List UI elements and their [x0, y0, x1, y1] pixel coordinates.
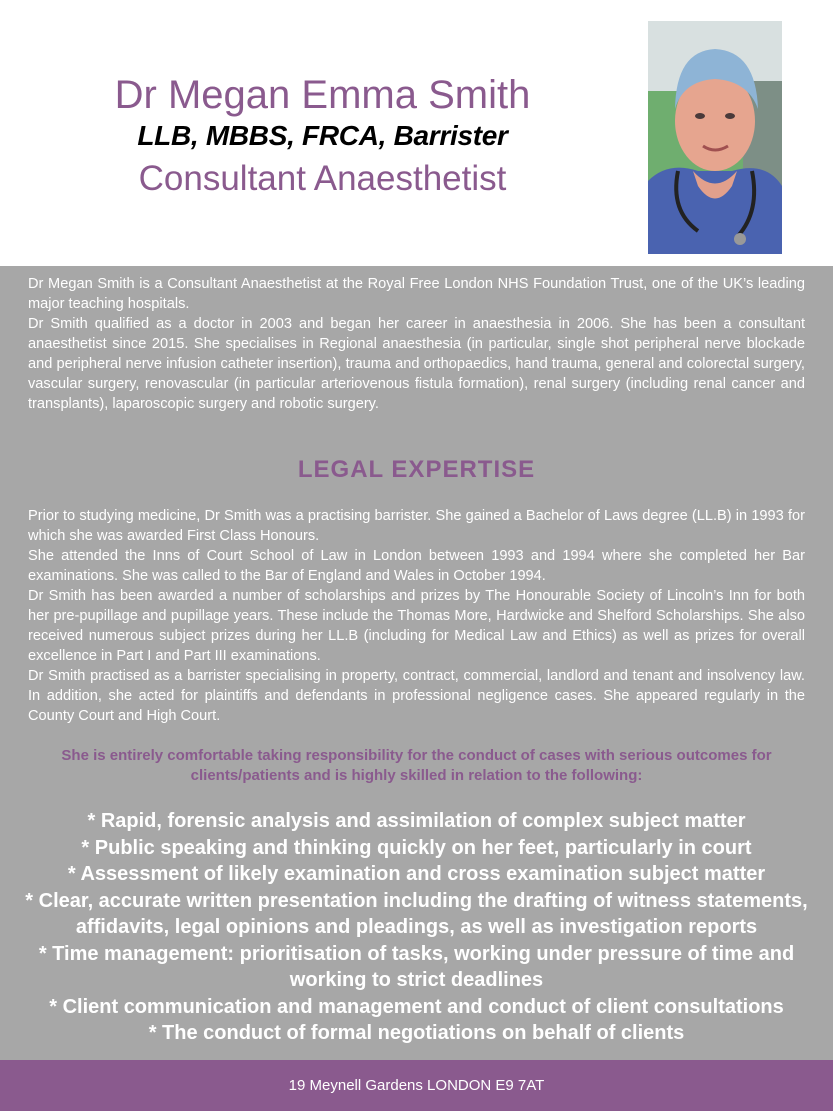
- skill-item: * Time management: prioritisation of tasks, working under pressure of time and working to strict deadlines: [38, 942, 795, 991]
- intro-text: [28, 274, 805, 414]
- legal-paragraph: She attended the Inns of Court School of Law in London between 1993 and 1994 where she completed her Bar examinations. She was called to the Bar of England and Wales in October 1994.: [28, 548, 805, 584]
- footer-address: 19 Meynell Gardens LONDON E9 7AT: [0, 1060, 833, 1111]
- intro-paragraph: Dr Smith qualified as a doctor in 2003 and began her career in anaesthesia in 2006. She has been a consultant anaesthetist since 2015. She specialises in Regional anaesthesia (in particular, single shot peripheral nerve blockade and peripheral nerve infusion catheter insertion), trauma and orthopaedics, hand trauma, general and colorectal surgery, vascular surgery, renovascular (in particular arteriovenous fistula formation), renal surgery (including renal cancer and transplants), laparoscopic surgery and robotic surgery.: [28, 316, 805, 412]
- skill-item: * Public speaking and thinking quickly on her feet, particularly in court: [81, 836, 752, 859]
- skill-item: * Assessment of likely examination and cross examination subject matter: [67, 863, 766, 885]
- section-title: LEGAL EXPERTISE: [297, 456, 536, 483]
- legal-paragraph: Dr Smith has been awarded a number of scholarships and prizes by The Honourable Society of Lincoln’s Inn for both her pre-pupillage and pupillage years. These include the Thomas More, Hardwicke and Shelford Scholarships. She also received numerous subject prizes during her LL.B (including for Medical Law and Ethics) as well as prizes for overall excellence in Part I and Part III examinations.: [28, 588, 805, 664]
- header: [0, 0, 833, 266]
- skill-item: * Rapid, forensic analysis and assimilation of complex subject matter: [87, 810, 746, 832]
- skill-item: * Clear, accurate written presentation including the drafting of witness statements, affidavits, legal opinions and pleadings, as well as investigation reports: [25, 889, 808, 938]
- biography-panel: [0, 266, 833, 1060]
- intro-paragraph: Dr Megan Smith is a Consultant Anaesthetist at the Royal Free London NHS Foundation Trust, one of the UK’s leading major teaching hospitals.: [28, 276, 805, 312]
- legal-paragraph: Dr Smith practised as a barrister specialising in property, contract, commercial, landlord and tenant and insolvency law. In addition, she acted for plaintiffs and defendants in professional negligence cases. She appeared regularly in the County Court and High Court.: [28, 668, 805, 724]
- profile-photo: [648, 21, 782, 254]
- skills-intro: She is entirely comfortable taking responsibility for the conduct of cases with serious outcomes for clients/patients and is highly skilled in relation to the following:: [61, 747, 772, 784]
- skills-list: [20, 808, 813, 1047]
- legal-paragraph: Prior to studying medicine, Dr Smith was a practising barrister. She gained a Bachelor of Laws degree (LL.B) in 1993 for which she was awarded First Class Honours.: [28, 508, 805, 544]
- skill-item: * The conduct of formal negotiations on behalf of clients: [148, 1022, 685, 1044]
- job-title: Consultant Anaesthetist: [138, 159, 507, 198]
- qualifications: LLB, MBBS, FRCA, Barrister: [137, 120, 508, 151]
- doctor-name: Dr Megan Emma Smith: [114, 73, 531, 117]
- skill-item: * Client communication and management and conduct of client consultations: [49, 995, 784, 1018]
- legal-text: [28, 506, 805, 726]
